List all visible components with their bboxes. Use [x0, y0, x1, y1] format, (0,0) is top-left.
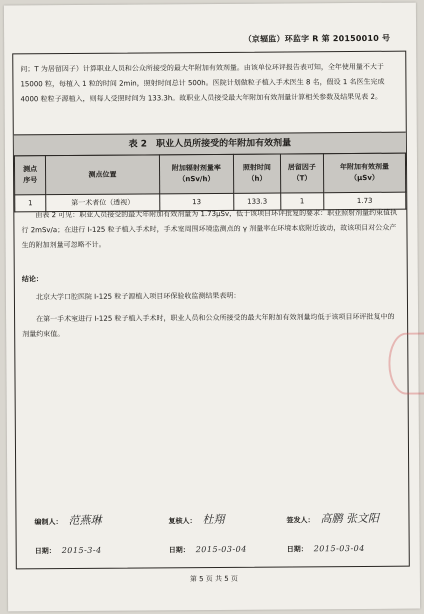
compiler-label: 编制人： [34, 518, 63, 527]
red-seal-stamp [388, 333, 424, 395]
conclusion-text: 在第一手术室进行 I-125 粒子植入手术时，职业人员和公众所接受的最大年附加有效剂量均低于该项目环评批复中的剂量约束值。 [22, 312, 395, 339]
compiler-date [35, 546, 102, 556]
cell-annual-dose: 1.73 [324, 192, 406, 210]
signer-date-value: 2015-03-04 [313, 543, 365, 554]
signer-signature [286, 510, 379, 527]
document-page [4, 3, 420, 612]
date-label: 日期： [286, 545, 308, 554]
page-number: 第 5 页 共 5 页 [189, 574, 238, 584]
signer-handwriting: 高鹏 张文阳 [320, 511, 380, 526]
conclusion-intro: 北京大学口腔医院 I-125 粒子源植入项目环保验收监测结果表明： [35, 291, 241, 302]
header-location: 测点位置 [46, 155, 160, 195]
report-reference-number: （京辐监）环监字 R 第 20150010 号 [243, 33, 391, 44]
cell-dose-rate: 13 [159, 193, 233, 211]
table-title: 表 2 职业人员所接受的年附加有效剂量 [14, 132, 406, 157]
header-annual-dose: 年附加有效剂量 （μSv） [323, 153, 405, 193]
header-occupancy: 居留因子 （T） [280, 154, 323, 193]
analysis-paragraph: 由表 2 可见：职业人员接受的最大年附加有效剂量为 1.73μSv，低于该项目环评批复的要求：职业照射剂量约束值执行 2mSv/a；在进行 I-125 粒子植入手术时，手术室周围环境监测点的 γ 剂量率在环境本底附近波动，故该项目对公众产生的附加剂量可忽略不计。 [21, 208, 398, 250]
signer-label: 签发人： [286, 516, 315, 525]
intro-paragraph: 问；T 为居留因子）计算职业人员和公众所接受的最大年附加有效剂量。由该单位环评报告表可知，全年使用量不大于 15000 粒，每植入 1 粒的时间 2min，照射时间总计 500h。医院计划做粒子植入手术医生 8 名，假设 1 名医生完成 4000 粒粒子源植入，则每人受照时间为 133.3h。故职业人员接受最大年附加有效剂量计算相关参数及结果见表 2。 [20, 62, 385, 104]
compiler-date-value: 2015-3-4 [61, 545, 102, 556]
reviewer-date-value: 2015-03-04 [195, 544, 247, 555]
cell-occupancy: 1 [281, 193, 324, 210]
cell-exposure-time: 133.3 [234, 193, 281, 210]
date-label: 日期： [34, 547, 56, 556]
compiler-handwriting: 范燕琳 [68, 513, 102, 528]
cell-point-no: 1 [15, 195, 46, 212]
signer-date [287, 544, 365, 555]
reviewer-signature [168, 511, 224, 527]
header-dose-rate: 附加辐射剂量率 （nSv/h） [159, 154, 234, 194]
compiler-signature [34, 512, 101, 528]
reviewer-handwriting: 杜翔 [202, 512, 225, 527]
reviewer-date [169, 545, 247, 556]
cell-location: 第一术者位（透视） [46, 194, 160, 212]
header-exposure-time: 照射时间 （h） [233, 154, 280, 193]
date-label: 日期： [168, 546, 190, 555]
conclusion-label: 结论： [21, 275, 43, 284]
report-frame [12, 51, 410, 570]
table-header-row [14, 153, 405, 195]
reviewer-label: 复核人： [168, 517, 197, 526]
header-point-no: 测点 序号 [14, 156, 46, 195]
dose-table [14, 153, 406, 213]
